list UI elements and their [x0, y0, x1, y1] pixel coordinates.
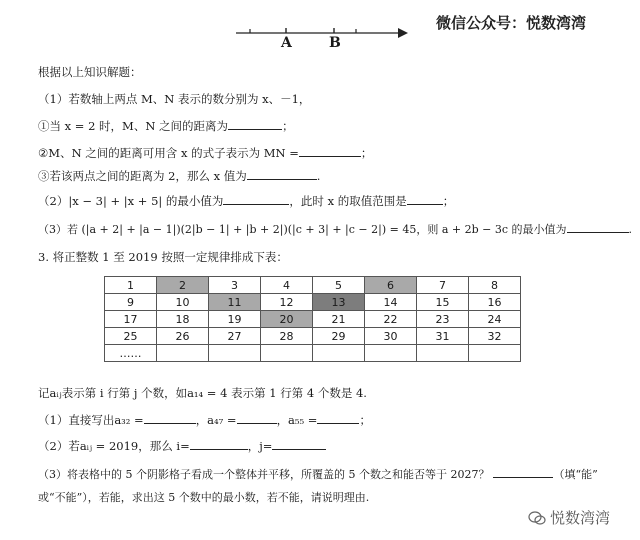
- t3-text-a: （3）将表格中的 5 个阴影格子看成一个整体并平移，所覆盖的 5 个数之和能否等于 2027？: [38, 468, 490, 481]
- q1-part2: [38, 145, 372, 161]
- table-cell: [209, 345, 261, 362]
- t1-text-b: ，a₄₇ =: [195, 413, 237, 427]
- wechat-icon: [528, 511, 546, 525]
- q2-line: [38, 193, 454, 209]
- table-cell: 23: [417, 311, 469, 328]
- table-cell: [365, 345, 417, 362]
- section3-heading: 3. 将正整数 1 至 2019 按照一定规律排成下表：: [38, 250, 288, 264]
- table-cell: 17: [105, 311, 157, 328]
- watermark-top: 微信公众号：悦数湾湾: [436, 14, 587, 32]
- point-a-label: A: [281, 35, 292, 51]
- q1-part3: [38, 168, 320, 184]
- t3-line-1: [38, 466, 598, 482]
- table-row: [105, 328, 521, 345]
- table-cell: 16: [469, 294, 521, 311]
- answer-blank[interactable]: [223, 194, 289, 205]
- table-cell: 25: [105, 328, 157, 345]
- notation-text: 记aᵢⱼ表示第 i 行第 j 个数，如a₁₄ = 4 表示第 1 行第 4 个数是 4.: [38, 386, 367, 400]
- table-cell: ……: [105, 345, 157, 362]
- answer-blank[interactable]: [299, 146, 361, 157]
- q3-line: [38, 221, 632, 237]
- q1-part3-end: .: [316, 169, 321, 183]
- table-cell: 9: [105, 294, 157, 311]
- t2-text-a: （2）若aᵢⱼ = 2019，那么 i=: [38, 439, 190, 453]
- table-cell: [469, 345, 521, 362]
- answer-blank[interactable]: [144, 413, 196, 424]
- shaded-cell: 13: [313, 294, 365, 311]
- table-cell: 14: [365, 294, 417, 311]
- q1-part2-end: ；: [360, 146, 373, 160]
- table-row: [105, 311, 521, 328]
- t1-line: [38, 412, 371, 428]
- table-cell: 31: [417, 328, 469, 345]
- t1-text-d: ；: [359, 413, 371, 427]
- table-cell: 5: [313, 277, 365, 294]
- answer-blank[interactable]: [247, 169, 317, 180]
- table-cell: 1: [105, 277, 157, 294]
- table-cell: 26: [157, 328, 209, 345]
- q1-stem: （1）若数轴上两点 M、N 表示的数分别为 x、－1，: [38, 92, 311, 106]
- table-cell: 21: [313, 311, 365, 328]
- shaded-cell: 6: [365, 277, 417, 294]
- answer-blank[interactable]: [190, 439, 248, 450]
- table-row: [105, 294, 521, 311]
- q2-text-a: （2）|x − 3| + |x + 5| 的最小值为: [38, 194, 224, 208]
- t1-text-c: ，a₅₅ =: [276, 413, 318, 427]
- table-cell: 29: [313, 328, 365, 345]
- table-cell: [417, 345, 469, 362]
- watermark-bottom-text: 悦数湾湾: [550, 509, 611, 527]
- table-cell: 24: [469, 311, 521, 328]
- t2-text-b: ，j=: [247, 439, 273, 453]
- answer-blank[interactable]: [317, 413, 359, 424]
- answer-blank[interactable]: [493, 467, 553, 478]
- table-cell: 3: [209, 277, 261, 294]
- answer-blank[interactable]: [567, 222, 629, 233]
- table-cell: 7: [417, 277, 469, 294]
- t3-text-b: （填“能”: [553, 468, 598, 481]
- table-cell: 27: [209, 328, 261, 345]
- q3-text-b: .: [628, 223, 632, 236]
- q1-part1-end: ；: [282, 119, 294, 133]
- q2-text-c: ；: [442, 194, 455, 208]
- watermark-bottom: [528, 507, 610, 528]
- q1-part2-text: ②M、N 之间的距离可用含 x 的式子表示为 MN =: [38, 146, 299, 160]
- table-cell: 10: [157, 294, 209, 311]
- table-cell: 15: [417, 294, 469, 311]
- table-cell: 28: [261, 328, 313, 345]
- answer-blank[interactable]: [272, 439, 326, 450]
- shaded-cell: 20: [261, 311, 313, 328]
- shaded-cell: 2: [157, 277, 209, 294]
- table-cell: [261, 345, 313, 362]
- answer-blank[interactable]: [407, 194, 443, 205]
- answer-blank[interactable]: [237, 413, 277, 424]
- table-cell: [157, 345, 209, 362]
- number-line-svg: [230, 20, 410, 60]
- table-cell: 22: [365, 311, 417, 328]
- table-row: [105, 345, 521, 362]
- q1-part1: [38, 118, 294, 134]
- answer-blank[interactable]: [228, 119, 282, 130]
- q1-part1-text: ①当 x = 2 时，M、N 之间的距离为: [38, 119, 229, 133]
- table-cell: 4: [261, 277, 313, 294]
- q1-part3-text: ③若该两点之间的距离为 2，那么 x 值为: [38, 169, 247, 183]
- table-cell: 30: [365, 328, 417, 345]
- intro-text: 根据以上知识解题：: [38, 65, 142, 79]
- table-cell: 32: [469, 328, 521, 345]
- t3-line-2: 或“不能”），若能，求出这 5 个数中的最小数，若不能，请说明理由.: [38, 491, 370, 504]
- table-cell: 19: [209, 311, 261, 328]
- t2-line: [38, 438, 326, 454]
- t1-text-a: （1）直接写出a₃₂ =: [38, 413, 144, 427]
- q2-text-b: ，此时 x 的取值范围是: [289, 194, 407, 208]
- shaded-cell: 11: [209, 294, 261, 311]
- table-cell: 8: [469, 277, 521, 294]
- point-b-label: B: [329, 35, 341, 51]
- q3-text-a: （3）若 (|a + 2| + |a − 1|)(2|b − 1| + |b + 2|)(|c + 3| + |c − 2|) = 45，则 a + 2b − 3c 的最小值为: [38, 223, 567, 236]
- table-cell: 18: [157, 311, 209, 328]
- number-table: [104, 276, 521, 362]
- table-cell: 12: [261, 294, 313, 311]
- table-row: [105, 277, 521, 294]
- table-cell: [313, 345, 365, 362]
